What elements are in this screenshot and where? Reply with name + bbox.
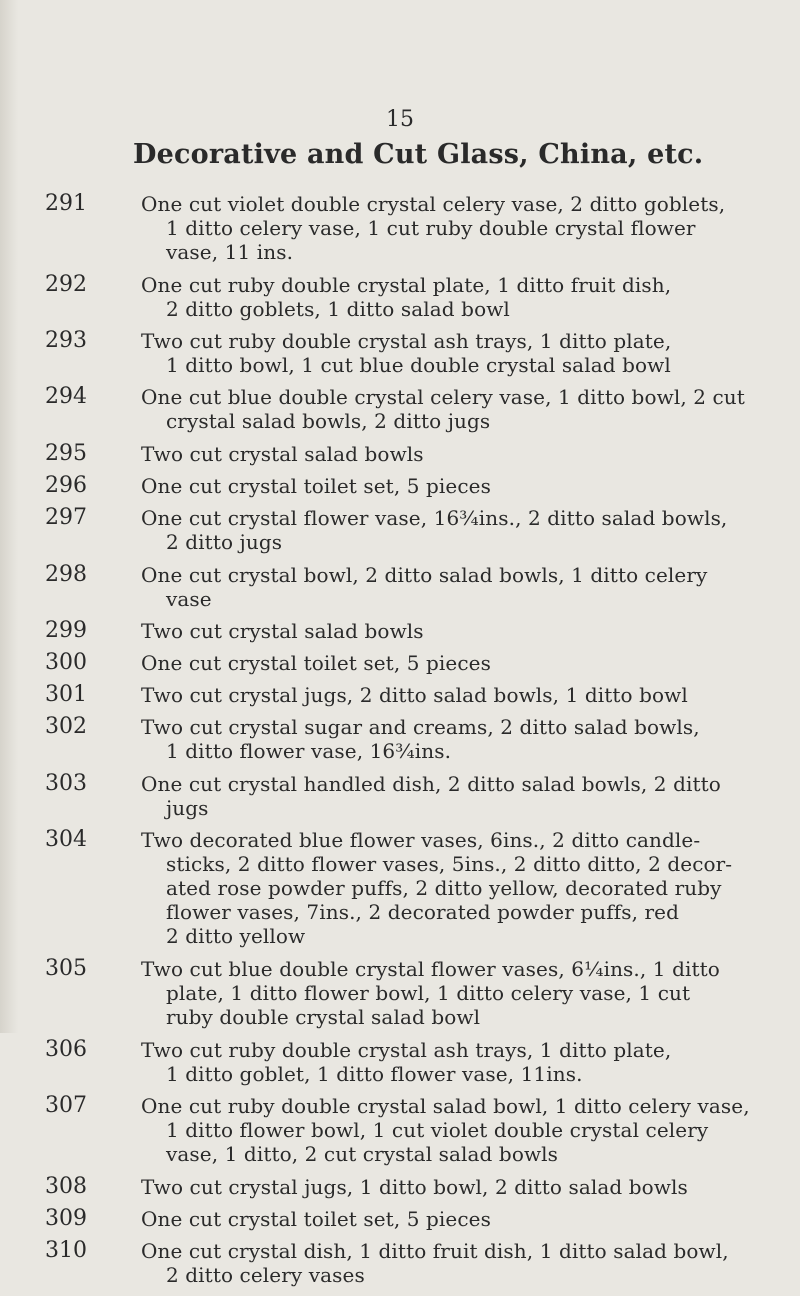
lot-description-line: One cut ruby double crystal salad bowl, 1 ditto celery vase,	[141, 1094, 750, 1119]
lot-entry	[0, 1038, 800, 1094]
lot-description-line: ated rose powder puffs, 2 ditto yellow, decorated ruby	[166, 876, 722, 901]
lot-description-line: One cut crystal handled dish, 2 ditto salad bowls, 2 ditto	[141, 771, 721, 796]
lot-description	[141, 563, 781, 611]
lot-description	[141, 192, 781, 264]
lot-description-line: sticks, 2 ditto flower vases, 5ins., 2 ditto ditto, 2 decor-	[166, 852, 733, 877]
lot-description	[141, 683, 781, 707]
lot-entry	[0, 474, 800, 506]
lot-description-line: Two cut crystal jugs, 1 ditto bowl, 2 ditto salad bowls	[141, 1174, 688, 1199]
lot-entry	[0, 1094, 800, 1175]
lot-description	[141, 715, 781, 763]
lot-description-line: 2 ditto goblets, 1 ditto salad bowl	[166, 296, 510, 321]
lot-description-line: Two cut crystal sugar and creams, 2 ditto salad bowls,	[141, 715, 700, 740]
lot-description-line: One cut crystal toilet set, 5 pieces	[141, 651, 491, 676]
lot-entry	[0, 651, 800, 683]
lot-description	[141, 474, 781, 498]
lot-number: 291	[45, 191, 87, 216]
lot-description-line: jugs	[166, 795, 209, 820]
lot-number: 299	[45, 617, 87, 643]
lot-description	[141, 957, 781, 1029]
lot-description	[141, 506, 781, 554]
lot-number: 304	[45, 827, 87, 853]
lot-number: 308	[45, 1173, 87, 1199]
lot-number: 300	[45, 650, 87, 676]
lot-entry	[0, 772, 800, 828]
lot-number: 294	[45, 384, 87, 410]
lot-description	[141, 1038, 781, 1086]
lot-entry	[0, 683, 800, 715]
lot-description-line: vase, 11 ins.	[166, 240, 294, 264]
lot-description-line: One cut crystal toilet set, 5 pieces	[141, 1207, 491, 1232]
section-heading: Decorative and Cut Glass, China, etc.	[133, 139, 704, 170]
lot-entry	[0, 273, 800, 329]
lot-entry	[0, 1239, 800, 1295]
lot-description	[141, 1239, 781, 1287]
lot-entry	[0, 957, 800, 1038]
lot-number: 306	[45, 1036, 87, 1062]
lot-description-line: 2 ditto celery vases	[166, 1263, 365, 1288]
lot-description-line: Two cut crystal salad bowls	[141, 618, 424, 643]
lot-entry	[0, 329, 800, 385]
page-number: 15	[386, 107, 414, 132]
lot-entry	[0, 715, 800, 771]
lot-description-line: flower vases, 7ins., 2 decorated powder puffs, red	[166, 900, 680, 925]
lot-number: 296	[45, 472, 87, 498]
lot-description-line: One cut violet double crystal celery vase, 2 ditto goblets,	[141, 192, 726, 216]
lot-description	[141, 329, 781, 377]
lot-description-line: Two cut blue double crystal flower vases, 6¼ins., 1 ditto	[141, 957, 720, 982]
lot-entry	[0, 1207, 800, 1239]
lot-entry	[0, 563, 800, 619]
lot-description-line: One cut crystal toilet set, 5 pieces	[141, 473, 491, 498]
lot-number: 292	[45, 271, 87, 297]
lot-entry	[0, 192, 800, 273]
lot-description-line: vase, 1 ditto, 2 cut crystal salad bowls	[166, 1142, 559, 1167]
lot-entry	[0, 1175, 800, 1207]
lot-description	[141, 651, 781, 675]
lot-entry	[0, 828, 800, 957]
lot-description-line: plate, 1 ditto flower bowl, 1 ditto celery vase, 1 cut	[166, 981, 691, 1006]
lot-entry	[0, 619, 800, 651]
lot-number: 302	[45, 714, 87, 740]
lot-description	[141, 1207, 781, 1231]
lot-number: 307	[45, 1093, 87, 1119]
lot-description	[141, 1175, 781, 1199]
lot-description	[141, 619, 781, 643]
lot-description-line: Two cut crystal salad bowls	[141, 441, 424, 466]
lot-number: 310	[45, 1238, 87, 1264]
lot-description-line: ruby double crystal salad bowl	[166, 1005, 481, 1030]
lot-number: 301	[45, 682, 87, 708]
lot-description-line: One cut blue double crystal celery vase, 1 ditto bowl, 2 cut	[141, 385, 745, 410]
lot-description-line: 1 ditto celery vase, 1 cut ruby double crystal flower	[166, 216, 696, 240]
lot-description	[141, 772, 781, 820]
lot-description-line: Two cut ruby double crystal ash trays, 1 ditto plate,	[141, 328, 672, 353]
lot-description-line: One cut crystal bowl, 2 ditto salad bowls, 1 ditto celery	[141, 562, 708, 587]
lot-number: 303	[45, 770, 87, 796]
lot-number: 309	[45, 1206, 87, 1232]
lot-description-line: One cut crystal flower vase, 16¾ins., 2 ditto salad bowls,	[141, 506, 728, 531]
lot-description-line: 1 ditto flower bowl, 1 cut violet double crystal celery	[166, 1118, 709, 1143]
lot-description	[141, 273, 781, 321]
lot-description-line: One cut crystal dish, 1 ditto fruit dish, 1 ditto salad bowl,	[141, 1239, 729, 1264]
lot-entry	[0, 506, 800, 562]
lot-description-line: One cut ruby double crystal plate, 1 ditto fruit dish,	[141, 272, 672, 297]
lot-description	[141, 828, 781, 948]
lot-description-line: vase	[166, 586, 212, 611]
lot-number: 293	[45, 327, 87, 353]
lot-description	[141, 385, 781, 433]
lot-number: 298	[45, 561, 87, 587]
lot-entry	[0, 442, 800, 474]
lot-entry	[0, 385, 800, 441]
lot-list	[0, 192, 800, 1296]
lot-description-line: Two cut crystal jugs, 2 ditto salad bowls, 1 ditto bowl	[141, 683, 688, 708]
lot-description	[141, 1094, 781, 1166]
lot-number: 305	[45, 956, 87, 982]
lot-description-line: 1 ditto bowl, 1 cut blue double crystal salad bowl	[166, 352, 671, 377]
lot-number: 297	[45, 505, 87, 531]
lot-description-line: 1 ditto flower vase, 16¾ins.	[166, 739, 452, 764]
lot-description-line: Two cut ruby double crystal ash trays, 1 ditto plate,	[141, 1037, 672, 1062]
lot-description-line: 2 ditto yellow	[166, 924, 306, 949]
lot-description	[141, 442, 781, 466]
lot-description-line: 2 ditto jugs	[166, 530, 283, 555]
lot-description-line: crystal salad bowls, 2 ditto jugs	[166, 409, 491, 434]
lot-description-line: 1 ditto goblet, 1 ditto flower vase, 11ins.	[166, 1061, 583, 1086]
lot-description-line: Two decorated blue flower vases, 6ins., 2 ditto candle-	[141, 828, 701, 853]
lot-number: 295	[45, 440, 87, 466]
